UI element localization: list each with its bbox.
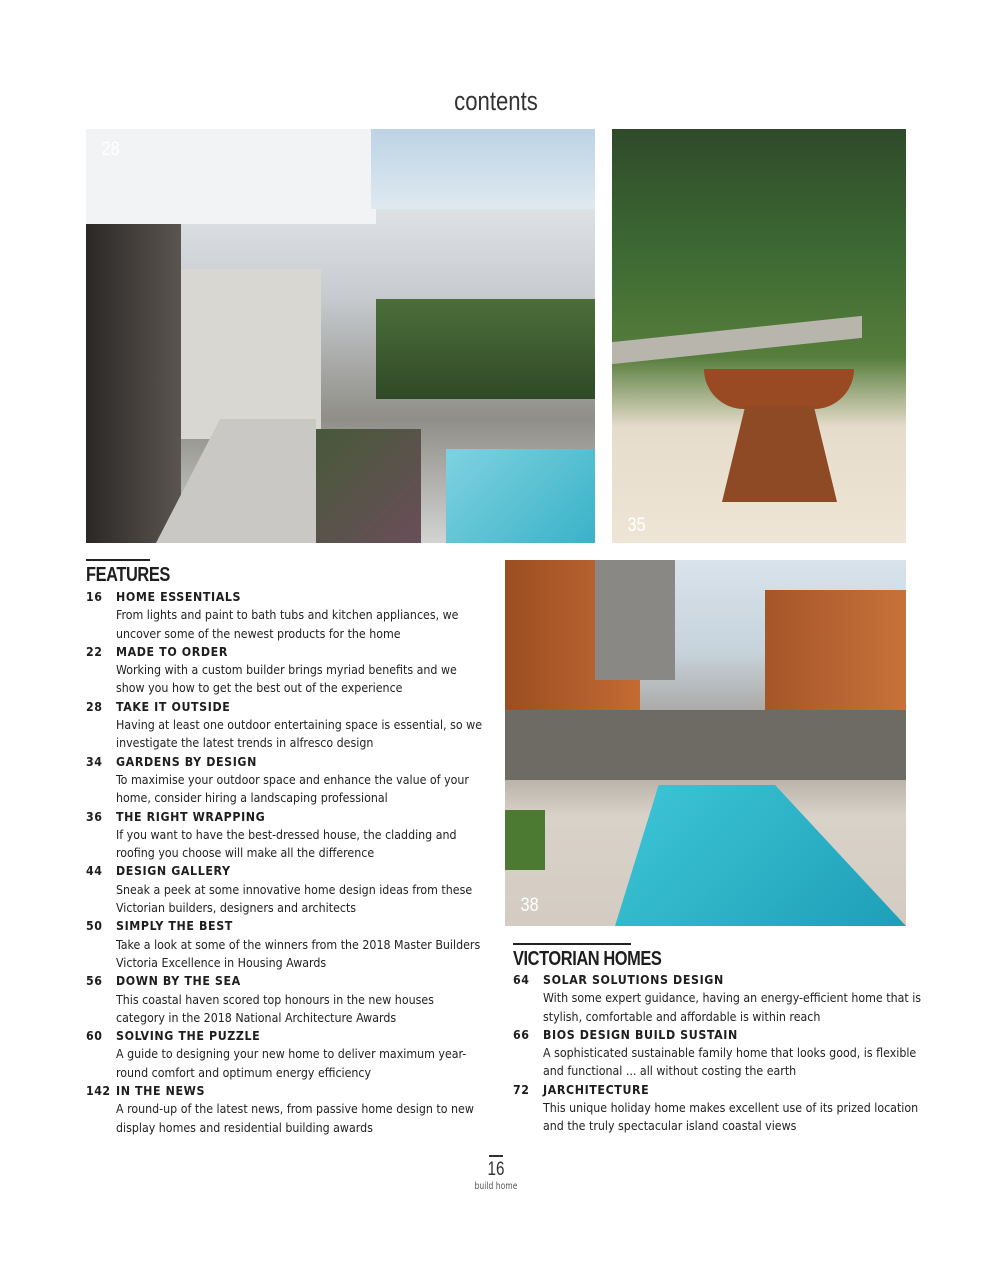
footer-rule [489,1155,503,1157]
photo-alfresco-pool [86,129,595,543]
toc-page-number: 66 [513,1027,530,1042]
photo-fire-pit-garden [612,129,906,543]
victorian-homes-list [513,971,923,1136]
toc-page-number: 36 [86,809,103,824]
toc-page-number: 64 [513,973,530,987]
toc-page-number: 16 [86,590,103,604]
toc-entry[interactable] [86,808,486,863]
toc-entry-description: Take a look at some of the winners from the 2018 Master Builders Victoria Excellence in Housing Awards [116,937,481,970]
toc-entry-description: From lights and paint to bath tubs and kitchen appliances, we uncover some of the newest products for the home [116,608,459,641]
toc-entry-title: TAKE IT OUTSIDE [116,699,231,714]
toc-entry-description: With some expert guidance, having an energy-efficient home that is stylish, comfortable and affordable is within reach [543,991,922,1024]
toc-entry-description: Having at least one outdoor entertaining space is essential, so we investigate the latest trends in alfresco design [116,718,483,751]
toc-page-number: 50 [86,919,103,934]
toc-entry-description: This coastal haven scored top honours in the new houses category in the 2018 National Architecture Awards [116,992,434,1025]
toc-entry-title: JARCHITECTURE [543,1082,650,1097]
page-footer [446,1155,546,1192]
toc-entry[interactable] [513,971,923,1026]
features-heading: FEATURES [86,564,170,586]
toc-entry-title: SOLVING THE PUZZLE [116,1029,261,1044]
toc-entry[interactable] [513,1081,923,1136]
toc-entry-description: This unique holiday home makes excellent use of its prized location and the truly spectacular island coastal views [543,1101,919,1134]
toc-entry-title: SOLAR SOLUTIONS DESIGN [543,973,724,987]
toc-entry[interactable] [86,972,486,1027]
toc-entry-description: Sneak a peek at some innovative home design ideas from these Victorian builders, designers and architects [116,882,473,916]
toc-entry-title: MADE TO ORDER [116,644,228,659]
victorian-homes-rule [513,943,631,945]
toc-entry-description: A round-up of the latest news, from passive home design to new display homes and residential building awards [116,1102,474,1135]
toc-entry[interactable] [86,588,486,643]
toc-entry-description: A guide to designing your new home to deliver maximum year-round comfort and optimum energy efficiency [116,1047,467,1080]
toc-page-number: 22 [86,644,103,659]
toc-entry-description: To maximise your outdoor space and enhance the value of your home, consider hiring a landscaping professional [116,772,469,806]
toc-entry[interactable] [86,698,486,753]
toc-page-number: 60 [86,1029,103,1044]
toc-entry-description: If you want to have the best-dressed house, the cladding and roofing you choose will make all the difference [116,827,457,861]
photo-courtyard-pool [505,560,906,926]
toc-entry-title: SIMPLY THE BEST [116,919,233,934]
features-rule [86,559,150,561]
toc-entry-title: HOME ESSENTIALS [116,590,242,604]
toc-entry[interactable] [513,1026,923,1081]
toc-page-number: 72 [513,1082,530,1097]
toc-entry[interactable] [86,1082,486,1137]
toc-entry-title: DESIGN GALLERY [116,864,231,879]
photo-page-number: 35 [627,515,646,536]
toc-entry-description: Working with a custom builder brings myriad benefits and we show you how to get the best out of the experience [116,663,457,696]
toc-page-number: 34 [86,754,103,769]
toc-entry-title: IN THE NEWS [116,1084,206,1099]
toc-entry-title: THE RIGHT WRAPPING [116,809,266,824]
toc-entry[interactable] [86,753,486,808]
page-title: contents [454,86,538,116]
photo-page-number: 28 [101,139,120,160]
toc-entry-title: DOWN BY THE SEA [116,974,241,989]
toc-page-number: 56 [86,974,103,989]
toc-entry[interactable] [86,862,486,917]
toc-entry[interactable] [86,1027,486,1082]
toc-entry-title: GARDENS BY DESIGN [116,754,257,769]
toc-page-number: 28 [86,699,103,714]
toc-entry-title: BIOS DESIGN BUILD SUSTAIN [543,1027,738,1042]
toc-entry-description: A sophisticated sustainable family home that looks good, is flexible and functional ... all without costing the earth [543,1046,917,1079]
victorian-homes-heading: VICTORIAN HOMES [513,948,662,970]
toc-entry[interactable] [86,917,486,972]
magazine-name: build home [474,1181,518,1192]
toc-page-number: 44 [86,864,103,879]
photo-page-number: 38 [520,895,539,916]
page-number: 16 [487,1159,505,1180]
features-list [86,588,486,1137]
toc-entry[interactable] [86,643,486,698]
toc-page-number: 142 [86,1084,111,1099]
